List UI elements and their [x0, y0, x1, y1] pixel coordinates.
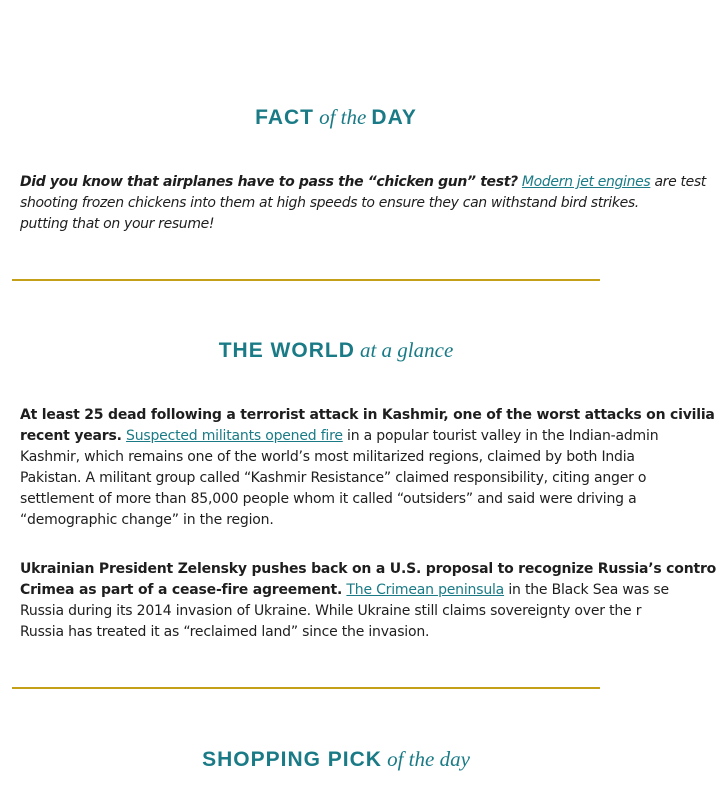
story-headline: Ukrainian President Zelensky pushes back on a U.S. proposal to recognize Russia’s contro — [20, 561, 717, 577]
fact-of-the-day-heading — [0, 107, 672, 128]
crimean-peninsula-link[interactable]: The Crimean peninsula — [346, 582, 505, 598]
fact-intro: Did you know that airplanes have to pass the “chicken gun” test? — [20, 174, 518, 190]
story-text: in a popular tourist valley in the Indian-admin — [347, 428, 659, 444]
world-at-a-glance-heading — [0, 340, 672, 361]
modern-jet-engines-link[interactable]: Modern jet engines — [521, 174, 651, 190]
story-headline: recent years. — [20, 428, 122, 444]
story-headline: Crimea as part of a cease-fire agreement. — [20, 582, 343, 598]
fact-line: putting that on your resume! — [20, 216, 215, 232]
news-story-kashmir — [20, 405, 720, 531]
story-line: Pakistan. A militant group called “Kashmir Resistance” claimed responsibility, citing anger o — [20, 470, 647, 486]
heading-word: SHOPPING PICK — [202, 748, 382, 771]
section-divider — [12, 279, 600, 281]
news-story-crimea — [20, 559, 720, 643]
suspected-militants-link[interactable]: Suspected militants opened fire — [126, 428, 343, 444]
fact-line: shooting frozen chickens into them at high speeds to ensure they can withstand bird strikes. — [20, 195, 639, 211]
fact-text: are test — [654, 174, 706, 190]
story-line — [20, 580, 720, 601]
heading-word: FACT — [255, 106, 314, 129]
section-divider — [12, 687, 600, 689]
story-line: Russia during its 2014 invasion of Ukraine. While Ukraine still claims sovereignty over the r — [20, 603, 642, 619]
story-line: Kashmir, which remains one of the world’s most militarized regions, claimed by both India — [20, 449, 635, 465]
story-line — [20, 426, 720, 447]
heading-word: THE WORLD — [218, 339, 355, 362]
story-line — [20, 405, 720, 426]
story-line: Russia has treated it as “reclaimed land” since the invasion. — [20, 624, 430, 640]
shopping-pick-heading — [0, 749, 672, 770]
story-line: settlement of more than 85,000 people whom it called “outsiders” and said were driving a — [20, 491, 637, 507]
story-line — [20, 559, 720, 580]
heading-italic: of the — [319, 105, 367, 129]
heading-italic: of the day — [387, 747, 470, 771]
fact-paragraph — [20, 172, 720, 235]
story-headline: At least 25 dead following a terrorist attack in Kashmir, one of the worst attacks on civilia — [20, 407, 715, 423]
heading-italic: at a glance — [359, 338, 454, 362]
heading-word: DAY — [371, 106, 417, 129]
story-line: “demographic change” in the region. — [20, 512, 274, 528]
story-text: in the Black Sea was se — [508, 582, 669, 598]
fact-line — [20, 172, 720, 193]
